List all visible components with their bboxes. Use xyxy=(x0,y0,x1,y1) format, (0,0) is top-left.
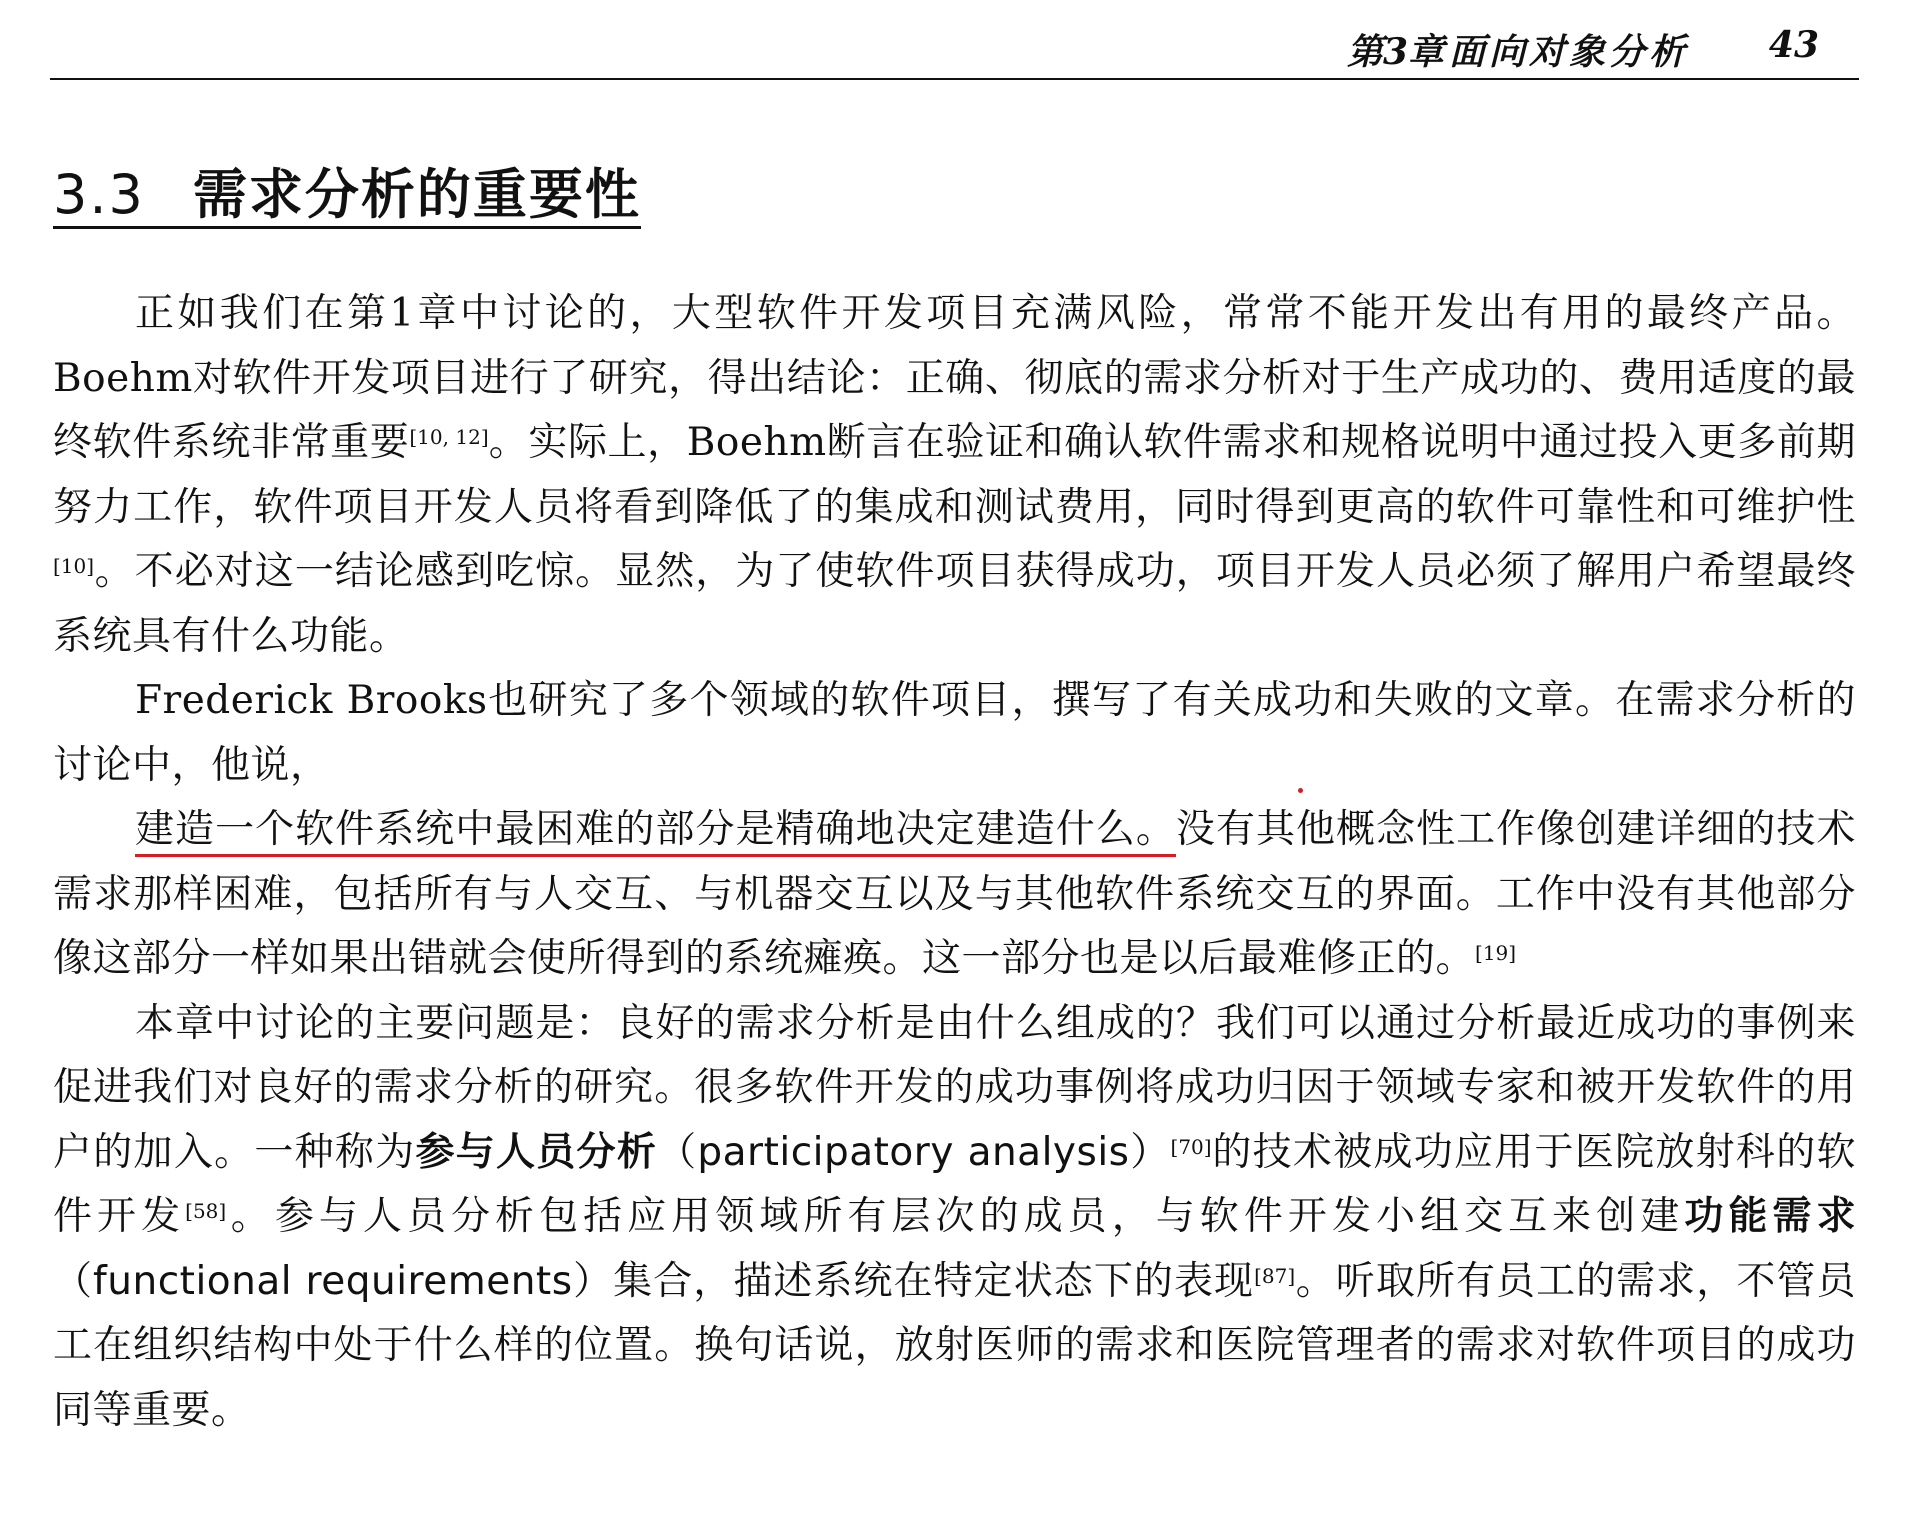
citation: [10] xyxy=(53,554,95,578)
p4-text-a: 本章中讨论的主要问题是：良好的需求分析是由什么组成的？我们可以通过分析最近成功的事例来促进我们对良好的需求分析的研究。很多软件开发的成功事例将成功归因于领域专家和被开发软件的用户的加入。一种称为 xyxy=(53,1000,1856,1175)
citation: [58] xyxy=(185,1199,227,1223)
p1-text-b: 。实际上，Boehm断言在验证和确认软件需求和规格说明中通过投入更多前期努力工作，软件项目开发人员将看到降低了的集成和测试费用，同时得到更高的软件可靠性和可维护性 xyxy=(53,420,1856,530)
citation: [10, 12] xyxy=(409,425,489,449)
term-participatory-analysis-en: （participatory analysis） xyxy=(657,1129,1171,1175)
running-head-chapter: 第3章 xyxy=(1346,31,1444,73)
header-rule xyxy=(50,78,1859,80)
red-ink-mark xyxy=(1298,788,1303,793)
section-title: 需求分析的重要性 xyxy=(192,163,641,226)
page-number: 43 xyxy=(1768,24,1819,66)
citation: [87] xyxy=(1254,1263,1296,1288)
p1-text-a: 正如我们在第1章中讨论的，大型软件开发项目充满风险，常常不能开发出有用的最终产品。Boehm对软件开发项目进行了研究，得出结论：正确、彻底的需求分析对于生产成功的、费用适度的最终软件系统非常重要 xyxy=(53,291,1856,465)
p2-text: Frederick Brooks也研究了多个领域的软件项目，撰写了有关成功和失败的文章。在需求分析的讨论中，他说， xyxy=(53,678,1856,788)
paragraph-1 xyxy=(53,282,1856,669)
section-heading xyxy=(53,165,641,229)
citation: [70] xyxy=(1170,1134,1212,1159)
p4-text-e: 。听取所有员工的需求，不管员工在组织结构中处于什么样的位置。换句话说，放射医师的需求和医院管理者的需求对软件项目的成功同等重要。 xyxy=(53,1258,1856,1433)
term-functional-requirements: 功能需求 xyxy=(1684,1194,1856,1239)
term-participatory-analysis: 参与人员分析 xyxy=(415,1129,658,1175)
p4-text-c: 。参与人员分析包括应用领域所有层次的成员，与软件开发小组交互来创建 xyxy=(226,1194,1685,1239)
section-number: 3.3 xyxy=(53,163,145,226)
p1-text-c: 。不必对这一结论感到吃惊。显然，为了使软件项目获得成功，项目开发人员必须了解用户希望最终系统具有什么功能。 xyxy=(53,549,1856,659)
quote-text: 没有其他概念性工作像创建详细的技术需求那样困难，包括所有与人交互、与机器交互以及与其他软件系统交互的界面。工作中没有其他部分像这部分一样如果出错就会使所得到的系统瘫痪。这一部分也是以后最难修正的。 xyxy=(53,807,1856,981)
quotation xyxy=(53,798,1856,992)
p4-text-d: 集合，描述系统在特定状态下的表现 xyxy=(613,1258,1255,1304)
paragraph-2 xyxy=(53,669,1856,798)
quote-underlined: 建造一个软件系统中最困难的部分是精确地决定建造什么。 xyxy=(135,807,1176,857)
p4-text-b: 的技术被成功应用于医院放射科的软件开发 xyxy=(53,1129,1856,1239)
body-text xyxy=(53,282,1856,1443)
citation: [19] xyxy=(1475,941,1517,965)
term-functional-requirements-en: （functional requirements） xyxy=(53,1258,614,1304)
paragraph-4 xyxy=(53,992,1856,1444)
running-head xyxy=(0,14,1909,74)
running-head-title: 面向对象分析 xyxy=(1448,31,1689,73)
